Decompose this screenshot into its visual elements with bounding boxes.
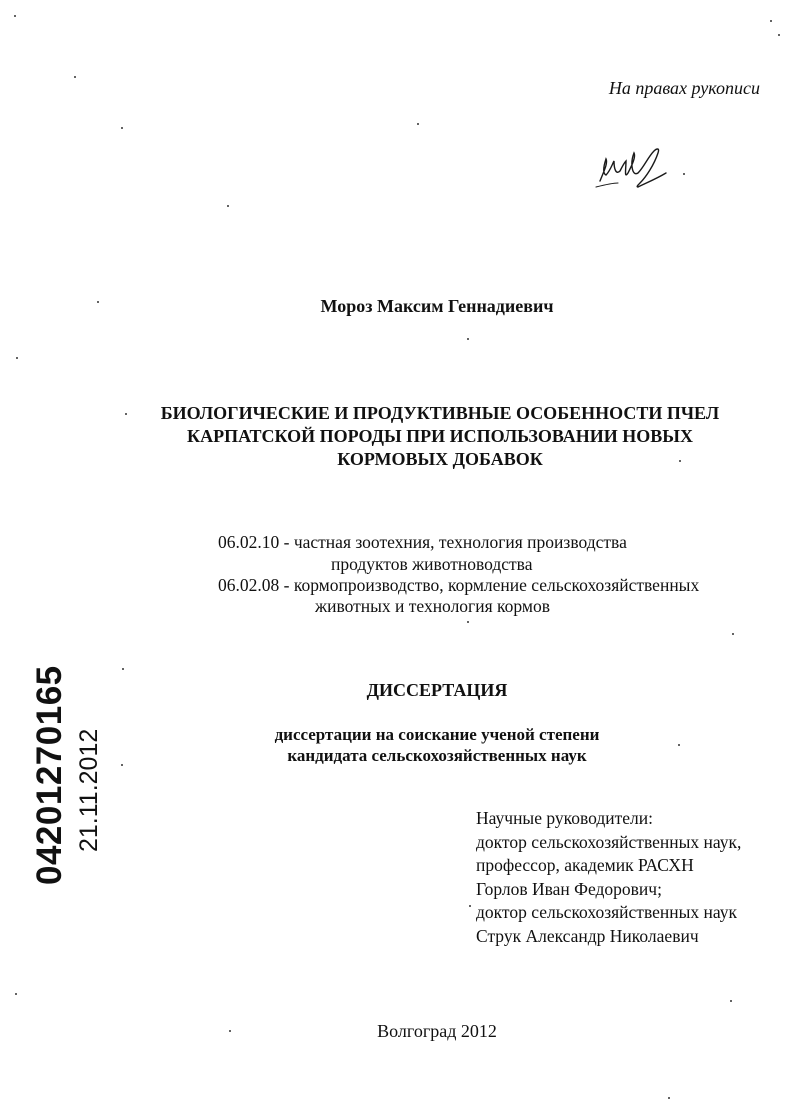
library-stamp: [30, 656, 103, 886]
scan-speck: [469, 905, 471, 907]
city-year: Волгоград 2012: [377, 1021, 497, 1041]
supervisors-block: [476, 807, 741, 948]
scan-speck: [14, 15, 16, 17]
title-line: КОРМОВЫХ ДОБАВОК: [337, 449, 543, 469]
scan-speck: [121, 764, 123, 766]
scan-speck: [229, 1030, 231, 1032]
scan-speck: [15, 993, 17, 995]
scan-speck: [678, 744, 680, 746]
scan-speck: [417, 123, 419, 125]
supervisor-line: профессор, академик РАСХН: [476, 855, 694, 875]
scan-speck: [668, 1097, 670, 1099]
scan-speck: [732, 633, 734, 635]
scan-speck: [97, 301, 99, 303]
scan-speck: [121, 127, 123, 129]
document-type: ДИССЕРТАЦИЯ: [366, 680, 508, 700]
supervisor-line: Струк Александр Николаевич: [476, 925, 699, 946]
scan-speck: [74, 76, 76, 78]
dissertation-title: [110, 402, 770, 471]
scan-speck: [467, 338, 469, 340]
purpose-line-2: кандидата сельскохозяйственных наук: [287, 746, 587, 765]
purpose-line-1: диссертации на соискание ученой степени: [274, 725, 600, 744]
scan-speck: [679, 460, 681, 462]
stamp-date: 21.11.2012: [75, 728, 103, 852]
title-line: БИОЛОГИЧЕСКИЕ И ПРОДУКТИВНЫЕ ОСОБЕННОСТИ ПЧЕЛ: [160, 403, 720, 423]
stamp-code: 04201270165: [30, 665, 69, 885]
scan-speck: [125, 413, 127, 415]
specialty-1-line-2: продуктов животноводства: [331, 554, 533, 574]
scan-speck: [730, 1000, 732, 1002]
title-line: КАРПАТСКОЙ ПОРОДЫ ПРИ ИСПОЛЬЗОВАНИИ НОВЫХ: [187, 426, 693, 446]
specialty-2-line-1: 06.02.08 - кормопроизводство, кормление сельскохозяйственных: [218, 575, 700, 595]
scan-speck: [683, 173, 685, 175]
scan-speck: [778, 34, 780, 36]
supervisor-line: доктор сельскохозяйственных наук,: [476, 831, 742, 852]
supervisor-line: доктор сельскохозяйственных наук: [476, 902, 737, 922]
scan-speck: [227, 205, 229, 207]
supervisor-line: Горлов Иван Федорович;: [476, 878, 662, 899]
scan-speck: [16, 357, 18, 359]
specialty-1-line-1: 06.02.10 - частная зоотехния, технология производства: [218, 532, 627, 552]
author-name: Мороз Максим Геннадиевич: [320, 296, 554, 316]
supervisors-heading: Научные руководители:: [476, 808, 653, 828]
scan-speck: [770, 20, 772, 22]
author-signature: [594, 143, 674, 199]
specialty-2-line-2: животных и технология кормов: [315, 596, 550, 616]
rights-note: На правах рукописи: [608, 78, 760, 98]
scan-speck: [122, 668, 124, 670]
scan-speck: [467, 621, 469, 623]
